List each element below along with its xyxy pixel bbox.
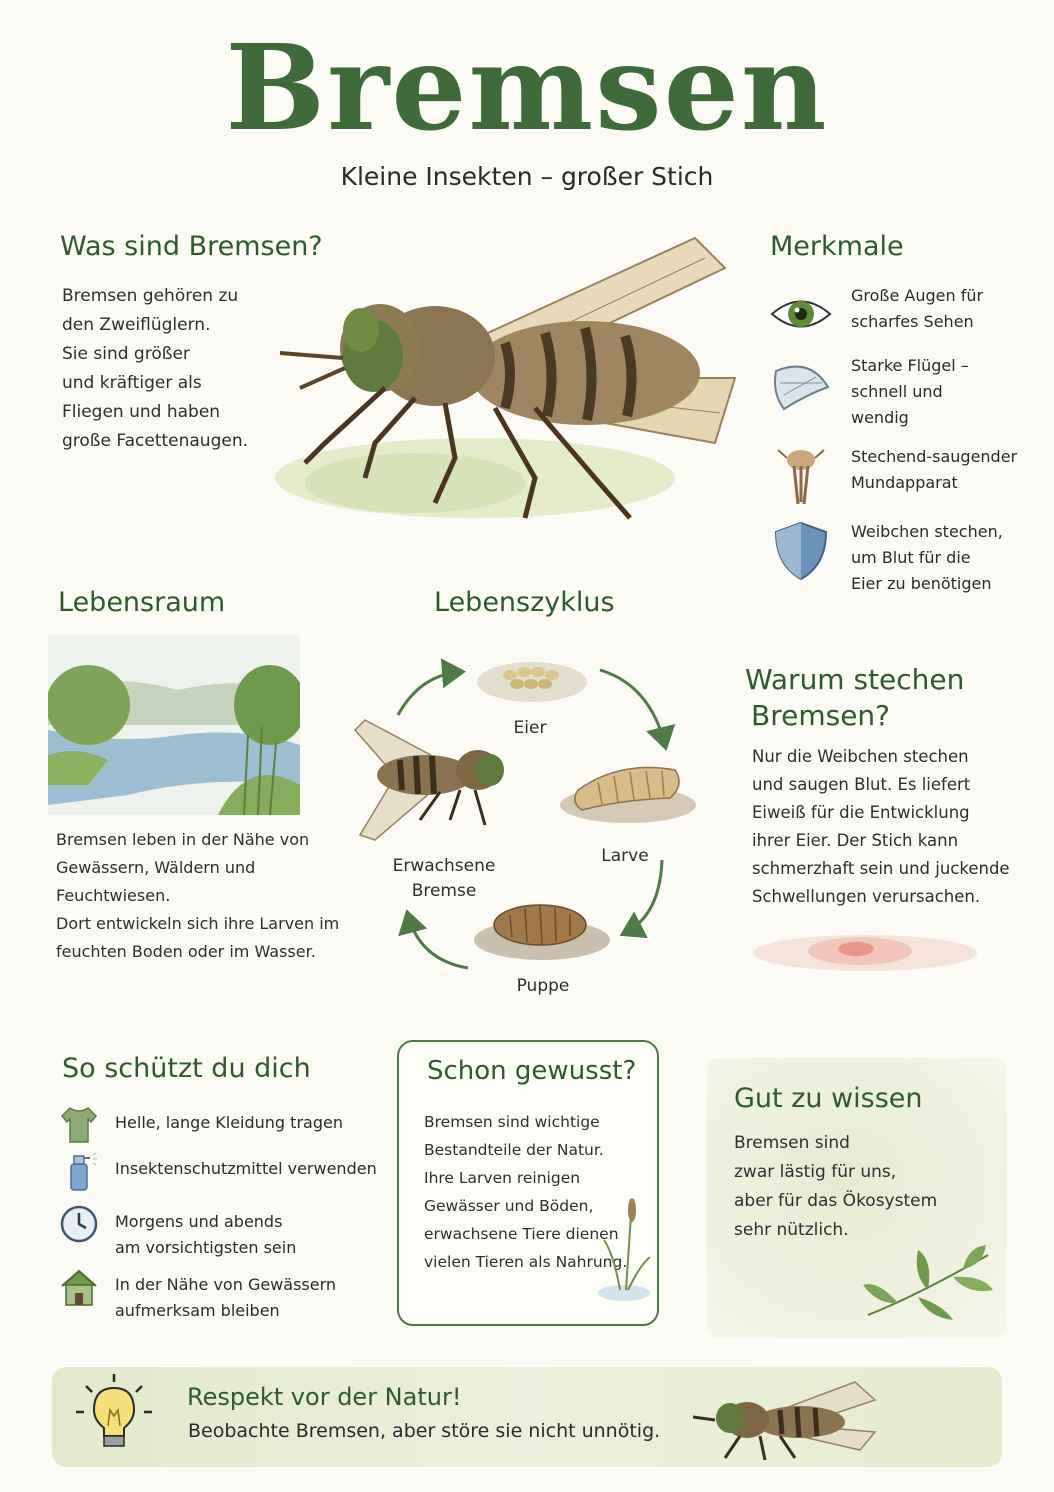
banner-title: Respekt vor der Natur! [187, 1383, 462, 1411]
gewusst-text: Bremsen sind wichtige Bestandteile der Natur. Ihre Larven reinigen Gewässer und Böden, erwachsene Tiere dienen vielen Tieren als Nahrung. [424, 1113, 628, 1271]
lebensraum-heading: Lebensraum [58, 587, 226, 618]
leaves-illustration [858, 1245, 998, 1325]
river-landscape-illustration [48, 635, 300, 815]
shield-icon [770, 519, 832, 581]
eggs-illustration [477, 662, 587, 702]
spray-bottle-icon [58, 1150, 100, 1192]
bite-swelling-illustration [750, 925, 980, 980]
stage-label-pupa: Puppe [516, 976, 570, 996]
reed-illustration [596, 1185, 656, 1305]
stage-label-eggs: Eier [513, 718, 547, 738]
horsefly-illustration [265, 228, 745, 528]
gut-zu-wissen-text: Bremsen sind zwar lästig für uns, aber für das Ökosystem sehr nützlich. [734, 1133, 938, 1240]
banner-text: Beobachte Bremsen, aber störe sie nicht unnötig. [188, 1420, 661, 1442]
wing-icon [770, 353, 832, 415]
was-sind-heading: Was sind Bremsen? [60, 231, 323, 262]
clock-icon [58, 1203, 100, 1245]
gut-zu-wissen-heading: Gut zu wissen [734, 1083, 923, 1114]
merkmal-eyes: Große Augen für scharfes Sehen [770, 283, 1040, 353]
poster-subtitle: Kleine Insekten – großer Stich [340, 162, 714, 191]
lifecycle-diagram [350, 640, 710, 1010]
poster-title: Bremsen [225, 18, 829, 157]
shirt-icon [58, 1104, 100, 1146]
schutz-heading: So schützt du dich [62, 1053, 311, 1084]
larva-illustration [560, 768, 696, 824]
eye-icon [770, 283, 832, 345]
lebensraum-text: Bremsen leben in der Nähe von Gewässern, Wäldern und Feuchtwiesen. Dort entwickeln sich ihre Larven im feuchten Boden oder im Wasser. [56, 830, 340, 961]
stage-label-larva: Larve [601, 846, 649, 866]
merkmale-heading: Merkmale [770, 231, 904, 262]
merkmal-females: Weibchen stechen, um Blut für die Eier zu benötigen [770, 519, 1040, 589]
merkmal-wings: Starke Flügel – schnell und wendig [770, 353, 1040, 423]
was-sind-text: Bremsen gehören zu den Zweiflüglern. Sie sind größer und kräftiger als Fliegen und haben große Facettenaugen. [62, 286, 249, 451]
lebenszyklus-heading: Lebenszyklus [434, 587, 615, 618]
lightbulb-icon [72, 1370, 156, 1454]
warum-heading: Warum stechen Bremsen? [745, 663, 965, 732]
gewusst-heading: Schon gewusst? [427, 1056, 637, 1086]
adult-fly-illustration [355, 720, 504, 840]
merkmal-mouthparts: Stechend-saugender Mundapparat [770, 444, 1040, 514]
stage-label-adult: Erwachsene Bremse [392, 856, 496, 901]
house-icon [58, 1266, 100, 1308]
pupa-illustration [474, 905, 610, 960]
warum-text: Nur die Weibchen stechen und saugen Blut. Es liefert Eiweiß für die Entwicklung ihrer Eier. Der Stich kann schmerzhaft sein und juckende Schwellungen verursachen. [752, 747, 1010, 906]
mouthparts-icon [770, 444, 832, 506]
small-horsefly-illustration [685, 1372, 885, 1464]
